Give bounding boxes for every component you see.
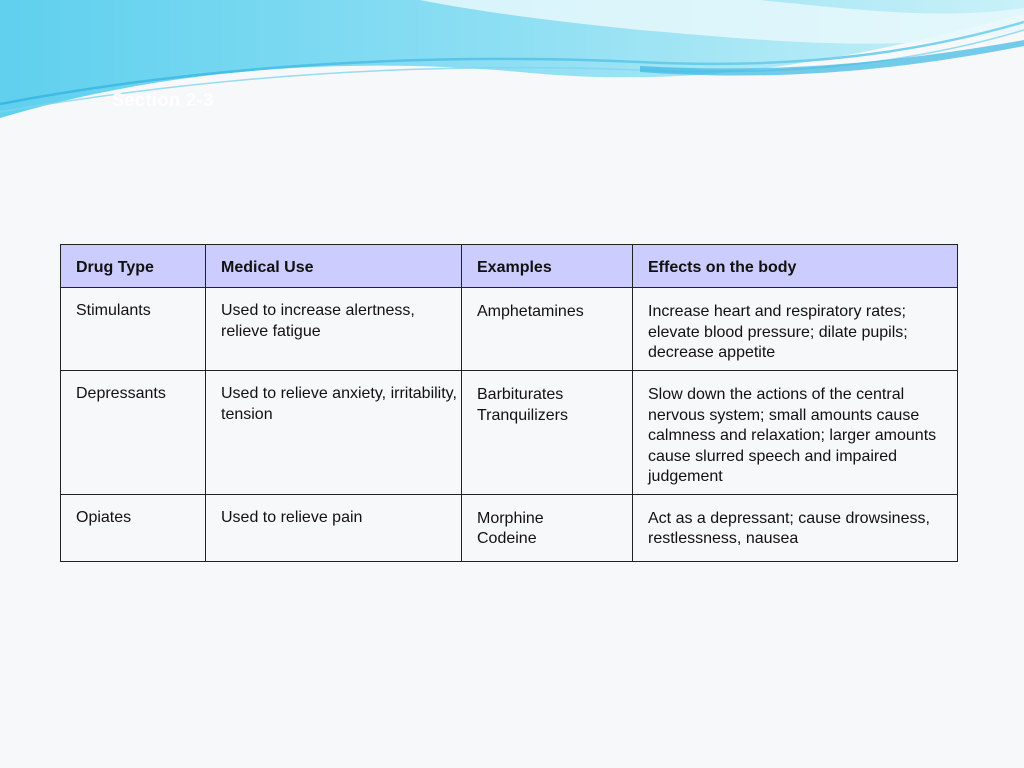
cell-effects: Act as a depressant; cause drowsiness, restlessness, nausea [633, 494, 958, 561]
drug-table [60, 244, 958, 562]
example-item: Morphine [477, 509, 544, 527]
cell-examples [462, 494, 633, 561]
cell-medical-use: Used to increase alertness, relieve fatigue [206, 288, 462, 371]
header-medical-use: Medical Use [206, 245, 462, 288]
example-item: Codeine [477, 530, 537, 547]
cell-examples [462, 288, 633, 371]
cell-drug-type: Opiates [61, 494, 206, 561]
slide-title: Section 2-3 [112, 90, 214, 110]
table-row [61, 494, 958, 561]
cell-examples [462, 371, 633, 495]
table-row [61, 371, 958, 495]
cell-drug-type: Stimulants [61, 288, 206, 371]
table-row [61, 288, 958, 371]
example-item: Tranquilizers [477, 406, 568, 424]
cell-effects: Slow down the actions of the central nervous system; small amounts cause calmness and relaxation; larger amounts cause slurred speech and impaired judgement [633, 371, 958, 495]
cell-drug-type: Depressants [61, 371, 206, 495]
cell-medical-use: Used to relieve pain [206, 494, 462, 561]
header-examples: Examples [462, 245, 633, 288]
header-drug-type: Drug Type [61, 245, 206, 288]
example-item: Amphetamines [477, 303, 584, 320]
example-item: Barbiturates [477, 386, 564, 403]
header-effects: Effects on the body [633, 245, 958, 288]
table-header-row [61, 245, 958, 288]
cell-effects: Increase heart and respiratory rates; elevate blood pressure; dilate pupils; decrease appetite [633, 288, 958, 371]
cell-medical-use: Used to relieve anxiety, irritability, tension [206, 371, 462, 495]
